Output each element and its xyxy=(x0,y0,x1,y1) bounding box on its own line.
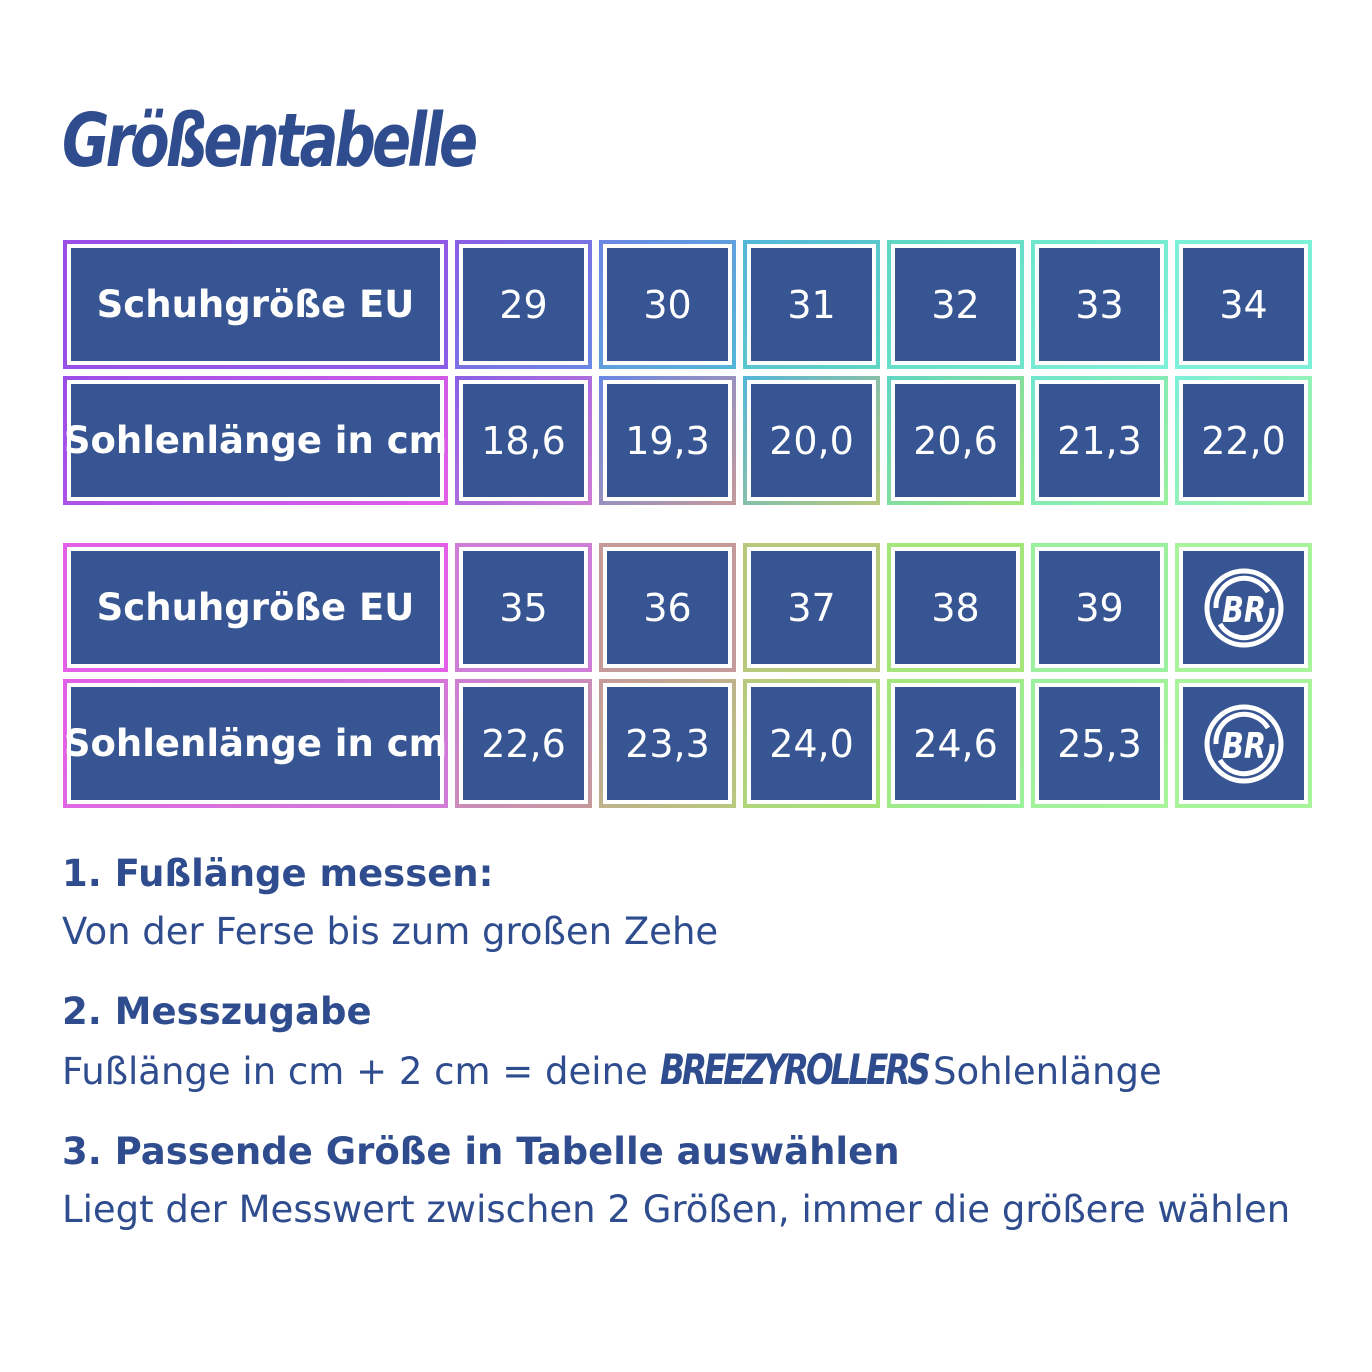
cell-value: 35 xyxy=(463,551,584,664)
size-cell xyxy=(1031,543,1168,672)
step-text: Von der Ferse bis zum großen Zehe xyxy=(62,910,719,953)
cell-value: 19,3 xyxy=(607,384,728,497)
size-table-2 xyxy=(63,543,1310,808)
cell-value: 38 xyxy=(895,551,1016,664)
step-title: 3. Passende Größe in Tabelle auswählen xyxy=(62,1130,900,1173)
cell-value: 30 xyxy=(607,248,728,361)
row-label: Schuhgröße EU xyxy=(71,248,440,361)
size-cell xyxy=(455,679,592,808)
size-cell xyxy=(599,376,736,505)
size-cell xyxy=(455,240,592,369)
step-text: Liegt der Messwert zwischen 2 Größen, immer die größere wählen xyxy=(62,1188,1291,1231)
size-cell xyxy=(743,679,880,808)
cell-value: 24,0 xyxy=(751,687,872,800)
step-title: 1. Fußlänge messen: xyxy=(62,852,494,895)
svg-text:BR: BR xyxy=(1221,588,1266,631)
row-label-cell xyxy=(63,543,448,672)
cell-value: 32 xyxy=(895,248,1016,361)
size-cell xyxy=(599,543,736,672)
cell-value: 36 xyxy=(607,551,728,664)
row-label: Schuhgröße EU xyxy=(71,551,440,664)
size-cell xyxy=(887,240,1024,369)
step-text-after: Sohlenlänge xyxy=(933,1050,1162,1093)
cell-value: 29 xyxy=(463,248,584,361)
cell-value: 21,3 xyxy=(1039,384,1160,497)
cell-value: 31 xyxy=(751,248,872,361)
size-cell xyxy=(1175,543,1312,672)
size-cell xyxy=(599,240,736,369)
size-cell xyxy=(743,376,880,505)
page-title: Größentabelle xyxy=(62,98,475,184)
size-cell xyxy=(1031,679,1168,808)
size-cell xyxy=(743,240,880,369)
size-table-1 xyxy=(63,240,1310,505)
cell-value: 24,6 xyxy=(895,687,1016,800)
logo-icon xyxy=(1183,551,1304,664)
size-cell xyxy=(887,376,1024,505)
step-2 xyxy=(62,986,1342,1104)
size-cell xyxy=(887,543,1024,672)
step-3 xyxy=(62,1126,1342,1242)
logo-icon xyxy=(1183,687,1304,800)
size-cell xyxy=(1175,679,1312,808)
size-cell xyxy=(1175,376,1312,505)
instructions xyxy=(62,848,1342,1264)
cell-value: 37 xyxy=(751,551,872,664)
size-cell xyxy=(455,543,592,672)
size-cell xyxy=(599,679,736,808)
cell-value: 34 xyxy=(1183,248,1304,361)
cell-value: 20,0 xyxy=(751,384,872,497)
step-title: 2. Messzugabe xyxy=(62,990,372,1033)
step-text-before: Fußlänge in cm + 2 cm = deine xyxy=(62,1050,660,1093)
size-cell xyxy=(1031,376,1168,505)
cell-value: 25,3 xyxy=(1039,687,1160,800)
cell-value: 18,6 xyxy=(463,384,584,497)
cell-value: 23,3 xyxy=(607,687,728,800)
cell-value: 20,6 xyxy=(895,384,1016,497)
cell-value: 33 xyxy=(1039,248,1160,361)
size-cell xyxy=(887,679,1024,808)
cell-value: 22,6 xyxy=(463,687,584,800)
cell-value: 22,0 xyxy=(1183,384,1304,497)
size-cell xyxy=(1031,240,1168,369)
brand-logo: BREEZYROLLERS xyxy=(659,1045,928,1094)
step-1 xyxy=(62,848,1342,964)
step-text xyxy=(62,1038,1342,1104)
size-cell xyxy=(455,376,592,505)
row-label: Sohlenlänge in cm xyxy=(71,687,440,800)
row-label-cell xyxy=(63,679,448,808)
row-label-cell xyxy=(63,240,448,369)
svg-text:BR: BR xyxy=(1221,724,1266,767)
size-cell xyxy=(743,543,880,672)
row-label-cell xyxy=(63,376,448,505)
cell-value: 39 xyxy=(1039,551,1160,664)
row-label: Sohlenlänge in cm xyxy=(71,384,440,497)
size-cell xyxy=(1175,240,1312,369)
